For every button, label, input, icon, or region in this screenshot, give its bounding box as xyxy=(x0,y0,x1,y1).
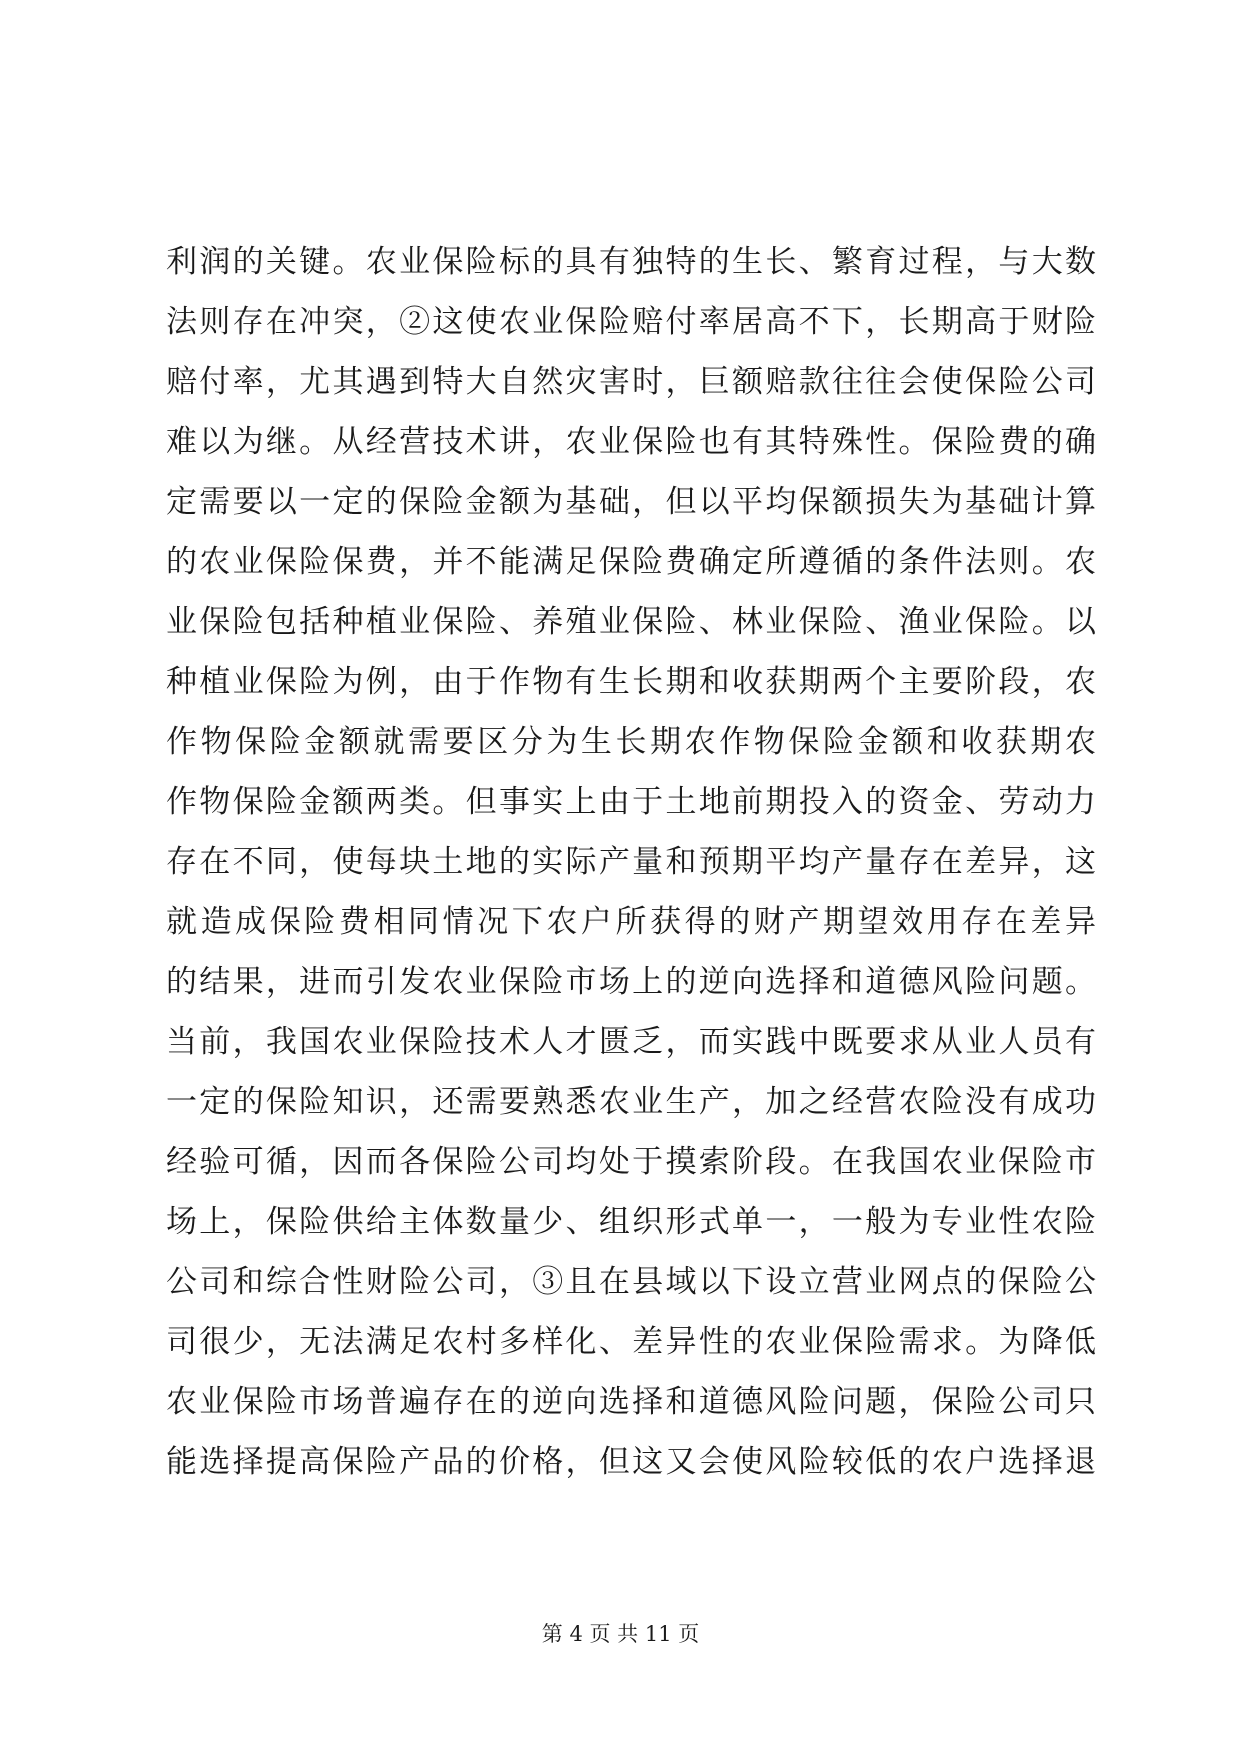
text-line-10: 作物保险金额两类。但事实上由于土地前期投入的资金、劳动力 xyxy=(166,784,1099,820)
text-line-2: 法则存在冲突，②这使农业保险赔付率居高不下，长期高于财险 xyxy=(166,304,1099,340)
text-line-12: 就造成保险费相同情况下农户所获得的财产期望效用存在差异 xyxy=(166,904,1100,940)
text-line-21: 能选择提高保险产品的价格，但这又会使风险较低的农户选择退 xyxy=(166,1444,1099,1480)
text-line-5: 定需要以一定的保险金额为基础，但以平均保额损失为基础计算 xyxy=(166,484,1099,520)
text-line-16: 经验可循，因而各保险公司均处于摸索阶段。在我国农业保险市 xyxy=(166,1144,1099,1180)
text-line-4: 难以为继。从经营技术讲，农业保险也有其特殊性。保险费的确 xyxy=(166,424,1099,460)
text-line-18: 公司和综合性财险公司，③且在县域以下设立营业网点的保险公 xyxy=(166,1264,1099,1300)
text-line-17: 场上，保险供给主体数量少、组织形式单一，一般为专业性农险 xyxy=(166,1204,1099,1240)
text-line-11: 存在不同，使每块土地的实际产量和预期平均产量存在差异，这 xyxy=(166,844,1099,880)
text-line-14: 当前，我国农业保险技术人才匮乏，而实践中既要求从业人员有 xyxy=(166,1024,1099,1060)
page-number-footer: 第 4 页 共 11 页 xyxy=(541,1622,700,1646)
text-line-8: 种植业保险为例，由于作物有生长期和收获期两个主要阶段，农 xyxy=(166,664,1099,700)
text-line-19: 司很少，无法满足农村多样化、差异性的农业保险需求。为降低 xyxy=(166,1324,1099,1360)
text-line-1: 利润的关键。农业保险标的具有独特的生长、繁育过程，与大数 xyxy=(166,244,1099,280)
body-text xyxy=(166,232,1100,1492)
text-line-7: 业保险包括种植业保险、养殖业保险、林业保险、渔业保险。以 xyxy=(166,604,1099,640)
text-line-9: 作物保险金额就需要区分为生长期农作物保险金额和收获期农 xyxy=(166,724,1100,760)
text-line-13: 的结果，进而引发农业保险市场上的逆向选择和道德风险问题。 xyxy=(166,964,1099,1000)
text-line-3: 赔付率，尤其遇到特大自然灾害时，巨额赔款往往会使保险公司 xyxy=(166,364,1099,400)
text-line-15: 一定的保险知识，还需要熟悉农业生产，加之经营农险没有成功 xyxy=(166,1084,1099,1120)
text-line-6: 的农业保险保费，并不能满足保险费确定所遵循的条件法则。农 xyxy=(166,544,1099,580)
text-line-20: 农业保险市场普遍存在的逆向选择和道德风险问题，保险公司只 xyxy=(166,1384,1099,1420)
